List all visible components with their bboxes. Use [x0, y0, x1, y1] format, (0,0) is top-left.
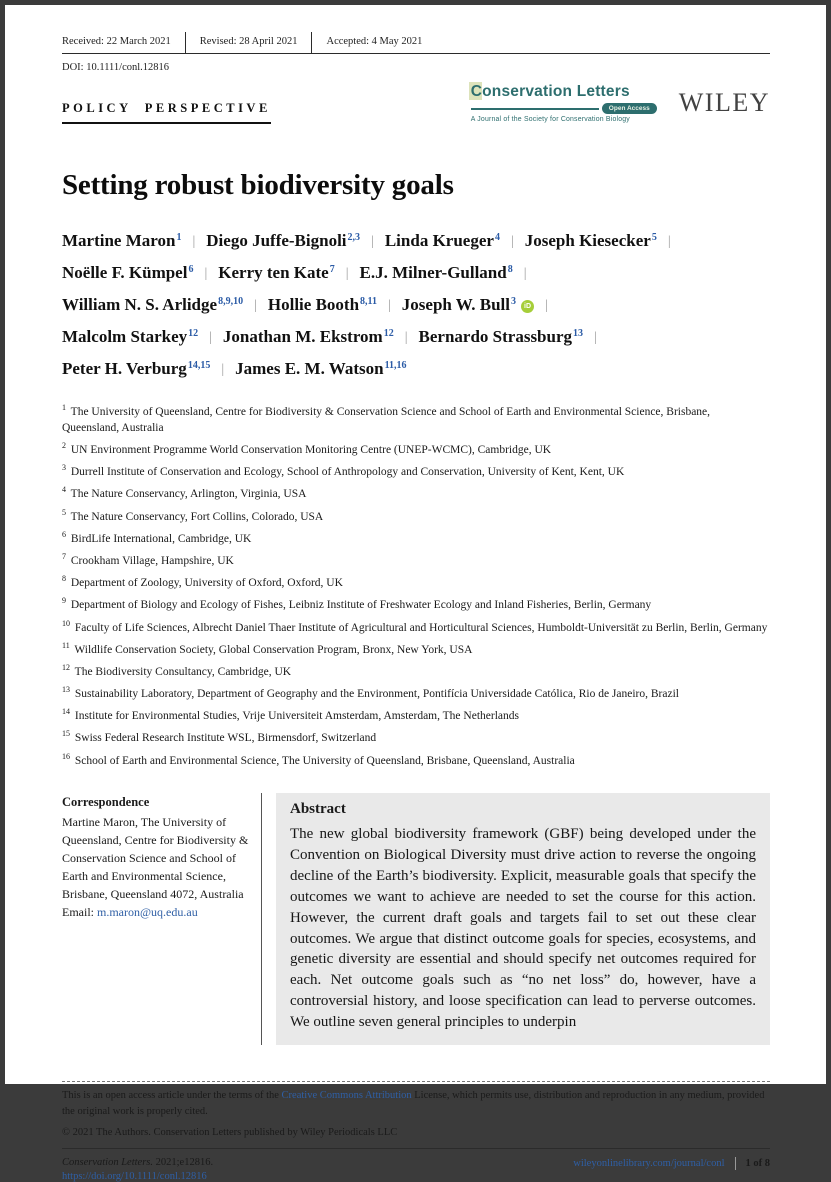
- revised-date: Revised: 28 April 2021: [186, 32, 313, 53]
- citation-journal: Conservation Letters.: [62, 1157, 153, 1169]
- correspondence-email-line: [62, 903, 249, 921]
- license-text: [62, 1088, 770, 1121]
- correspondence-text: Martine Maron, The University of Queensland, Centre for Biodiversity & Conservation Science and School of Earth and Environmental Science, Brisbane, Queensland 4072, Australia: [62, 815, 249, 902]
- affiliation-item: $^6$ BirdLife International, Cambridge, UK: [62, 529, 252, 545]
- conservation-letters-logo: [471, 83, 657, 123]
- affiliation-number: 8: [62, 574, 66, 584]
- author-separator: |: [510, 234, 514, 249]
- orcid-icon[interactable]: iD: [521, 300, 534, 313]
- affiliation-item: $^{13}$ Sustainability Laboratory, Department of Geography and the Environment, Pontifícia Universidade Católica, Rio de Janeiro, Brazil: [62, 685, 679, 700]
- page-number: 1 of 8: [745, 1158, 770, 1170]
- author-name: Malcolm Starkey$^{12}$: [62, 327, 199, 346]
- affiliation-item: $^5$ The Nature Conservancy, Fort Collins, Colorado, USA: [62, 507, 324, 523]
- received-date: Received: 22 March 2021: [62, 32, 186, 53]
- article-type-label: POLICY PERSPECTIVE: [62, 101, 271, 124]
- email-label: Email:: [62, 905, 97, 920]
- doi-line: DOI: 10.1111/conl.12816: [62, 62, 170, 73]
- author-separator: |: [221, 362, 225, 377]
- affiliation-item: $^{14}$ Institute for Environmental Studies, Vrije Universiteit Amsterdam, Amsterdam, The Netherlands: [62, 707, 519, 723]
- correspondence-abstract-section: [62, 793, 770, 1044]
- author-name: Hollie Booth$^{8,11}$: [267, 295, 377, 314]
- affiliation-item: $^2$ UN Environment Programme World Conservation Monitoring Centre (UNEP-WCMC), Cambridge, UK: [62, 441, 552, 456]
- footer: [62, 1081, 770, 1182]
- affiliation-number: 11: [62, 640, 70, 650]
- affiliation-number: 1: [62, 403, 66, 412]
- author-name: E.J. Milner-Gulland$^8$: [359, 263, 513, 282]
- footer-divider: [735, 1157, 736, 1170]
- abstract-heading: Abstract: [290, 801, 346, 818]
- affiliation-item: $^8$ Department of Zoology, University of Oxford, Oxford, UK: [62, 574, 343, 589]
- affiliation-number: 16: [62, 751, 70, 761]
- author-separator: |: [523, 266, 527, 281]
- affiliation-item: $^9$ Department of Biology and Ecology of Fishes, Leibniz Institute of Freshwater Ecology and Inland Fisheries, Berlin, Germany: [62, 596, 652, 612]
- citation-rest: 2021;e12816.: [153, 1157, 214, 1169]
- author-affiliation-superscript: 7: [329, 264, 335, 275]
- affiliation-number: 3: [62, 463, 66, 473]
- author-line: [62, 320, 770, 352]
- affiliation-number: 15: [62, 729, 70, 739]
- author-affiliation-superscript: 3: [511, 296, 516, 307]
- affiliation-number: 6: [62, 529, 66, 539]
- author-affiliation-superscript: 8,11: [360, 296, 377, 307]
- accepted-date: Accepted: 4 May 2021: [326, 36, 423, 47]
- author-affiliation-superscript: 1: [176, 232, 182, 243]
- copyright-line: © 2021 The Authors. Conservation Letters published by Wiley Periodicals LLC: [62, 1127, 398, 1139]
- column-divider: [261, 793, 262, 1044]
- author-name: Bernardo Strassburg$^{13}$: [418, 327, 584, 346]
- author-affiliation-superscript: 5: [651, 232, 657, 243]
- affiliation-number: 13: [62, 685, 70, 695]
- abstract-box: [276, 793, 770, 1044]
- affiliation-number: 10: [62, 618, 70, 628]
- author-separator: |: [594, 330, 597, 345]
- author-line: [62, 288, 770, 320]
- author-line: [62, 256, 770, 288]
- doi-url-line: [62, 1171, 213, 1182]
- author-affiliation-superscript: 8: [507, 264, 513, 275]
- abstract-text: The new global biodiversity framework (GBF) being developed under the Convention on Biological Diversity must drive action to reverse the ongoing decline of the Earth’s biodiversity. Explicit, measurable goals that specify the outcomes we want to achieve are needed to set the course for this action. However, the current draft goals and targets fail to set out these clear outcomes. We argue that distinct outcome goals for species, ecosystems, and genetic diversity are essential and should specify net outcomes required for each. Net outcome goals such as “no net loss” do, however, have a controversial history, and loose specification can lead to perverse outcomes. We outline seven general principles to underpin: [290, 826, 756, 1030]
- author-separator: |: [204, 266, 208, 281]
- affiliation-item: $^1$ The University of Queensland, Centre for Biodiversity & Conservation Science and School of Earth and Environmental Science, Brisbane, Queensland, Australia: [62, 403, 711, 434]
- paper-page: [5, 5, 826, 1182]
- email-link[interactable]: m.maron@uq.edu.au: [97, 905, 198, 920]
- affiliation-number: 9: [62, 596, 66, 606]
- affiliation-list: [62, 402, 770, 769]
- journal-tagline: A Journal of the Society for Conservation Biology: [470, 116, 630, 123]
- author-name: Peter H. Verburg$^{14,15}$: [62, 359, 211, 378]
- citation-line: [62, 1157, 213, 1168]
- author-affiliation-superscript: 12: [383, 328, 394, 339]
- affiliation-item: $^{10}$ Faculty of Life Sciences, Albrecht Daniel Thaer Institute of Agricultural and Horticultural Sciences, Humboldt-Universität zu Berlin, Berlin, Germany: [62, 618, 768, 634]
- affiliation-item: $^3$ Durrell Institute of Conservation and Ecology, School of Anthropology and Conservation, University of Kent, Kent, UK: [62, 463, 625, 479]
- article-title: Setting robust biodiversity goals: [62, 169, 454, 201]
- affiliation-item: $^7$ Crookham Village, Hampshire, UK: [62, 551, 234, 567]
- journal-name: Conservation Letters: [470, 83, 630, 100]
- author-affiliation-superscript: 2,3: [347, 232, 361, 243]
- author-affiliation-superscript: 6: [188, 264, 194, 275]
- author-name: Kerry ten Kate$^7$: [218, 263, 335, 282]
- correspondence-block: [62, 793, 261, 1044]
- author-affiliation-superscript: 13: [573, 328, 584, 339]
- author-list: [62, 224, 770, 384]
- author-name: Jonathan M. Ekstrom$^{12}$: [222, 327, 394, 346]
- logo-rule: [471, 108, 599, 110]
- affiliation-item: $^4$ The Nature Conservancy, Arlington, Virginia, USA: [62, 485, 307, 501]
- affiliation-item: $^{12}$ The Biodiversity Consultancy, Cambridge, UK: [62, 662, 292, 678]
- author-line: [62, 352, 770, 384]
- author-name: Noëlle F. Kümpel$^6$: [62, 263, 194, 282]
- author-affiliation-superscript: 4: [494, 232, 500, 243]
- affiliation-number: 14: [62, 707, 70, 717]
- author-separator: |: [667, 234, 671, 249]
- author-name: Diego Juffe-Bignoli$^{2,3}$: [206, 231, 361, 250]
- author-affiliation-superscript: 11,16: [384, 360, 407, 371]
- author-separator: |: [254, 298, 257, 313]
- affiliation-number: 4: [62, 485, 66, 495]
- affiliation-number: 7: [62, 551, 66, 561]
- dates-bar: [62, 32, 770, 54]
- author-affiliation-superscript: 14,15: [187, 360, 211, 371]
- logo-rule-row: [471, 103, 657, 114]
- open-access-badge: Open Access: [602, 103, 657, 114]
- author-name: Martine Maron$^1$: [62, 231, 182, 250]
- author-affiliation-superscript: 8,9,10: [218, 296, 244, 307]
- author-name: Linda Krueger$^4$: [384, 231, 500, 250]
- affiliation-number: 2: [62, 441, 66, 451]
- author-separator: |: [209, 330, 212, 345]
- author-name: Joseph Kiesecker$^5$: [524, 231, 657, 250]
- affiliation-number: 12: [62, 662, 70, 672]
- header-row: [62, 83, 770, 135]
- author-line: [62, 224, 770, 256]
- author-separator: |: [345, 266, 349, 281]
- bottom-bar: [62, 1148, 770, 1182]
- wiley-online-library-link[interactable]: wileyonlinelibrary.com/journal/conl: [573, 1158, 725, 1170]
- author-separator: |: [387, 298, 391, 313]
- author-name: James E. M. Watson$^{11,16}$: [235, 359, 407, 378]
- author-name: William N. S. Arlidge$^{8,9,10}$: [62, 295, 244, 314]
- wiley-logo: WILEY: [678, 88, 770, 117]
- affiliation-item: $^{11}$ Wildlife Conservation Society, Global Conservation Program, Bronx, New York, USA: [62, 640, 473, 656]
- author-separator: |: [404, 330, 408, 345]
- license-pre: This is an open access article under the terms of the: [62, 1089, 282, 1101]
- journal-branding: [471, 83, 770, 123]
- author-separator: |: [371, 234, 374, 249]
- affiliation-item: $^{15}$ Swiss Federal Research Institute WSL, Birmensdorf, Switzerland: [62, 729, 377, 745]
- author-name: Joseph W. Bull$^3$ iD: [402, 295, 534, 314]
- author-affiliation-superscript: 12: [188, 328, 199, 339]
- license-post: License, which permits use, distribution and reproduction in any medium, provided the original work is properly cited.: [62, 1089, 765, 1118]
- correspondence-heading: Correspondence: [62, 795, 150, 810]
- doi-link[interactable]: https://doi.org/10.1111/conl.12816: [62, 1171, 207, 1182]
- creative-commons-link[interactable]: Creative Commons Attribution: [281, 1089, 412, 1101]
- bottom-right: [573, 1157, 770, 1170]
- affiliation-number: 5: [62, 507, 66, 517]
- affiliation-item: $^{16}$ School of Earth and Environmental Science, The University of Queensland, Brisbane, Queensland, Australia: [62, 751, 575, 767]
- author-separator: |: [192, 234, 196, 249]
- author-separator: |: [545, 298, 548, 313]
- citation-block: [62, 1157, 213, 1182]
